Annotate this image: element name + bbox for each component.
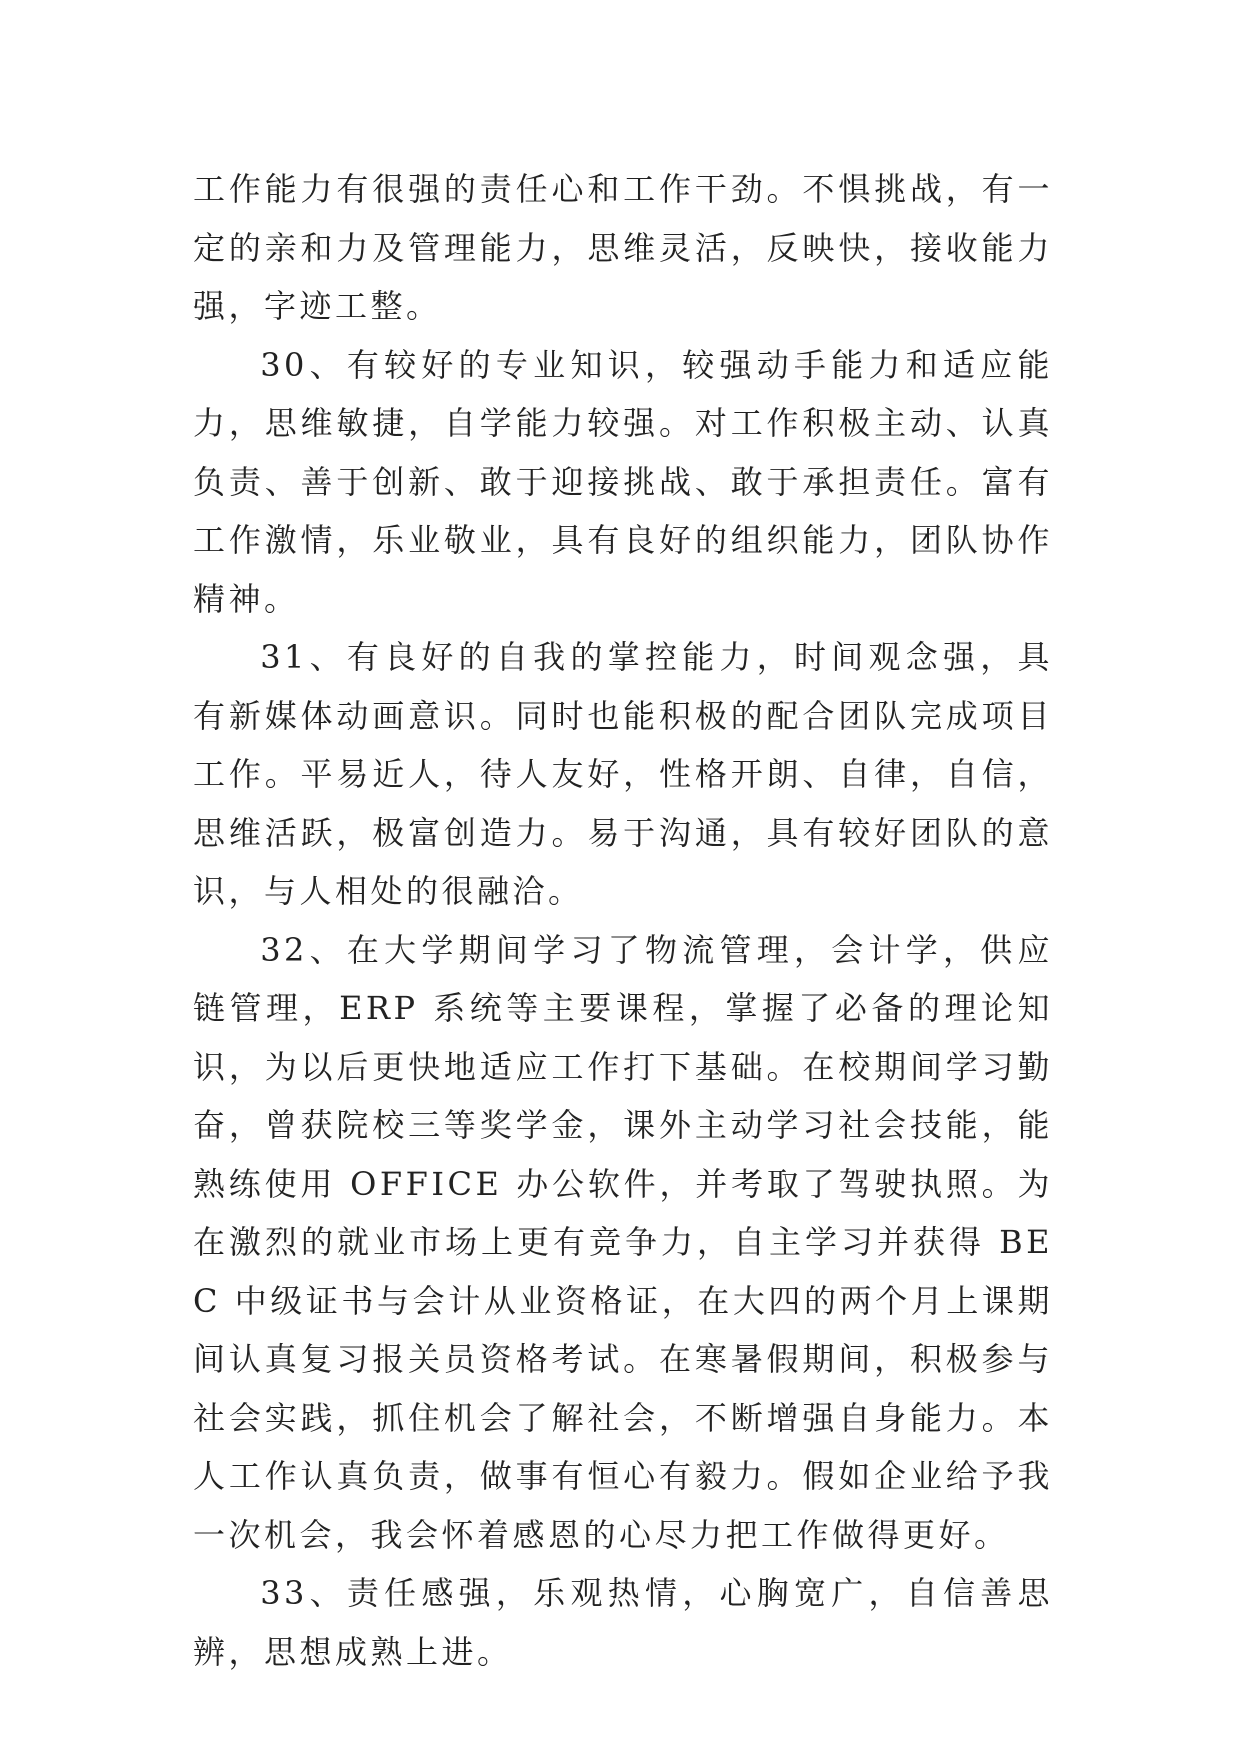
paragraph-32: 32、在大学期间学习了物流管理，会计学，供应链管理，ERP 系统等主要课程，掌握了必备的理论知识，为以后更快地适应工作打下基础。在校期间学习勤奋，曾获院校三等奖学金，课外主动学习社会技能，能熟练使用 OFFICE 办公软件，并考取了驾驶执照。为在激烈的就业市场上更有竞争力，自主学习并获得 BEC 中级证书与会计从业资格证，在大四的两个月上课期间认真复习报关员资格考试。在寒暑假期间，积极参与社会实践，抓住机会了解社会，不断增强自身能力。本人工作认真负责，做事有恒心有毅力。假如企业给予我一次机会，我会怀着感恩的心尽力把工作做得更好。 xyxy=(193,930,1053,1554)
document-body xyxy=(193,160,1053,1681)
paragraph-continued: 工作能力有很强的责任心和工作干劲。不惧挑战，有一定的亲和力及管理能力，思维灵活，反映快，接收能力强，字迹工整。 xyxy=(193,170,1053,325)
paragraph-30: 30、有较好的专业知识，较强动手能力和适应能力，思维敏捷，自学能力较强。对工作积极主动、认真负责、善于创新、敢于迎接挑战、敢于承担责任。富有工作激情，乐业敬业，具有良好的组织能力，团队协作精神。 xyxy=(193,345,1053,618)
paragraph-31: 31、有良好的自我的掌控能力，时间观念强，具有新媒体动画意识。同时也能积极的配合团队完成项目工作。平易近人，待人友好，性格开朗、自律，自信，思维活跃，极富创造力。易于沟通，具有较好团队的意识，与人相处的很融洽。 xyxy=(193,638,1053,910)
paragraph-33: 33、责任感强，乐观热情，心胸宽广，自信善思辨，思想成熟上进。 xyxy=(193,1574,1053,1671)
